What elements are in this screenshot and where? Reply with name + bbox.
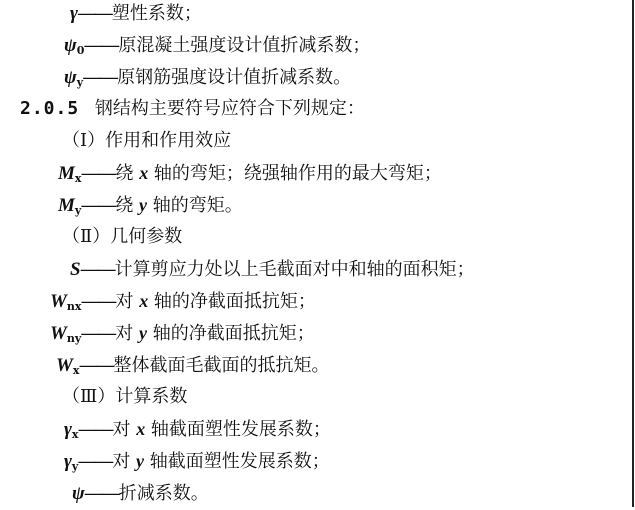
symbol-subscript: 0 — [76, 44, 85, 57]
em-dash: —— — [78, 451, 113, 471]
definition-line — [70, 258, 475, 280]
definition-text: 原混凝土强度设计值折减系数； — [118, 35, 371, 56]
em-dash: —— — [81, 291, 116, 311]
symbol-subscript: ny — [66, 332, 82, 345]
axis-symbol: x — [136, 419, 146, 439]
definition-text: 塑性系数； — [111, 3, 202, 24]
symbol-subscript: x — [72, 364, 80, 377]
em-dash: —— — [84, 35, 119, 55]
axis-symbol: x — [139, 163, 149, 183]
definition-line — [64, 34, 370, 56]
group-heading: （Ⅲ）计算系数 — [62, 386, 188, 407]
em-dash: —— — [80, 259, 115, 279]
definition-line — [70, 2, 202, 24]
definition-line — [50, 322, 315, 344]
definition-text: 轴截面塑性发展系数； — [145, 419, 331, 440]
symbol: M — [58, 163, 75, 184]
symbol: M — [58, 195, 75, 216]
definition-text: 对 — [115, 291, 140, 312]
definition-text: 轴截面塑性发展系数； — [144, 451, 330, 472]
symbol: S — [70, 259, 81, 280]
definition-text: 轴的净截面抵抗矩； — [147, 323, 315, 344]
definition-text: 对 — [112, 419, 137, 440]
axis-symbol: y — [139, 323, 148, 343]
definition-text: 对 — [112, 451, 137, 472]
definition-line — [64, 66, 351, 88]
section-number: 2.0.5 — [20, 98, 80, 119]
symbol-subscript: x — [74, 172, 82, 185]
symbol-subscript: x — [71, 428, 79, 441]
symbol: ψ — [72, 483, 85, 504]
group-heading: （Ⅰ）作用和作用效应 — [62, 130, 232, 151]
definition-text: 轴的净截面抵抗矩； — [148, 291, 316, 312]
definition-line — [50, 290, 316, 312]
em-dash: —— — [84, 483, 119, 503]
definition-line — [72, 482, 209, 504]
symbol: W — [50, 323, 67, 344]
page-edge-rule — [632, 0, 634, 507]
em-dash: —— — [81, 195, 116, 215]
em-dash: —— — [81, 323, 116, 343]
symbol-subscript: y — [76, 76, 84, 89]
definition-line — [64, 418, 331, 440]
section-heading — [20, 98, 365, 120]
symbol: W — [50, 291, 67, 312]
definition-text: 轴的弯矩。 — [147, 195, 243, 216]
definition-text: 轴的弯矩；绕强轴作用的最大弯矩； — [148, 163, 442, 184]
symbol-subscript: y — [71, 460, 79, 473]
symbol: γ — [70, 3, 78, 24]
axis-symbol: y — [139, 195, 148, 215]
em-dash: —— — [83, 67, 118, 87]
em-dash: —— — [81, 163, 116, 183]
definition-text: 整体截面毛截面的抵抗矩。 — [113, 355, 330, 376]
symbol: ψ — [64, 35, 77, 56]
definition-text: 计算剪应力处以上毛截面对中和轴的面积矩； — [114, 259, 475, 280]
definition-text: 绕 — [115, 195, 140, 216]
symbol-subscript: y — [74, 204, 82, 217]
symbol: W — [56, 355, 73, 376]
definition-line — [58, 194, 243, 216]
em-dash: —— — [77, 3, 112, 23]
em-dash: —— — [78, 419, 113, 439]
symbol: γ — [64, 419, 72, 440]
definition-line — [64, 450, 330, 472]
em-dash: —— — [79, 355, 114, 375]
symbol-subscript: nx — [66, 300, 82, 313]
group-heading: （Ⅱ）几何参数 — [62, 226, 183, 247]
section-title: 钢结构主要符号应符合下列规定： — [94, 98, 365, 119]
symbol: ψ — [64, 67, 77, 88]
symbol: γ — [64, 451, 72, 472]
definition-text: 折减系数。 — [118, 483, 209, 504]
definition-text: 对 — [115, 323, 140, 344]
definition-text: 绕 — [115, 163, 140, 184]
definition-line — [56, 354, 329, 376]
axis-symbol: y — [136, 451, 145, 471]
definition-line — [58, 162, 442, 184]
definition-text: 原钢筋强度设计值折减系数。 — [117, 67, 352, 88]
axis-symbol: x — [139, 291, 149, 311]
